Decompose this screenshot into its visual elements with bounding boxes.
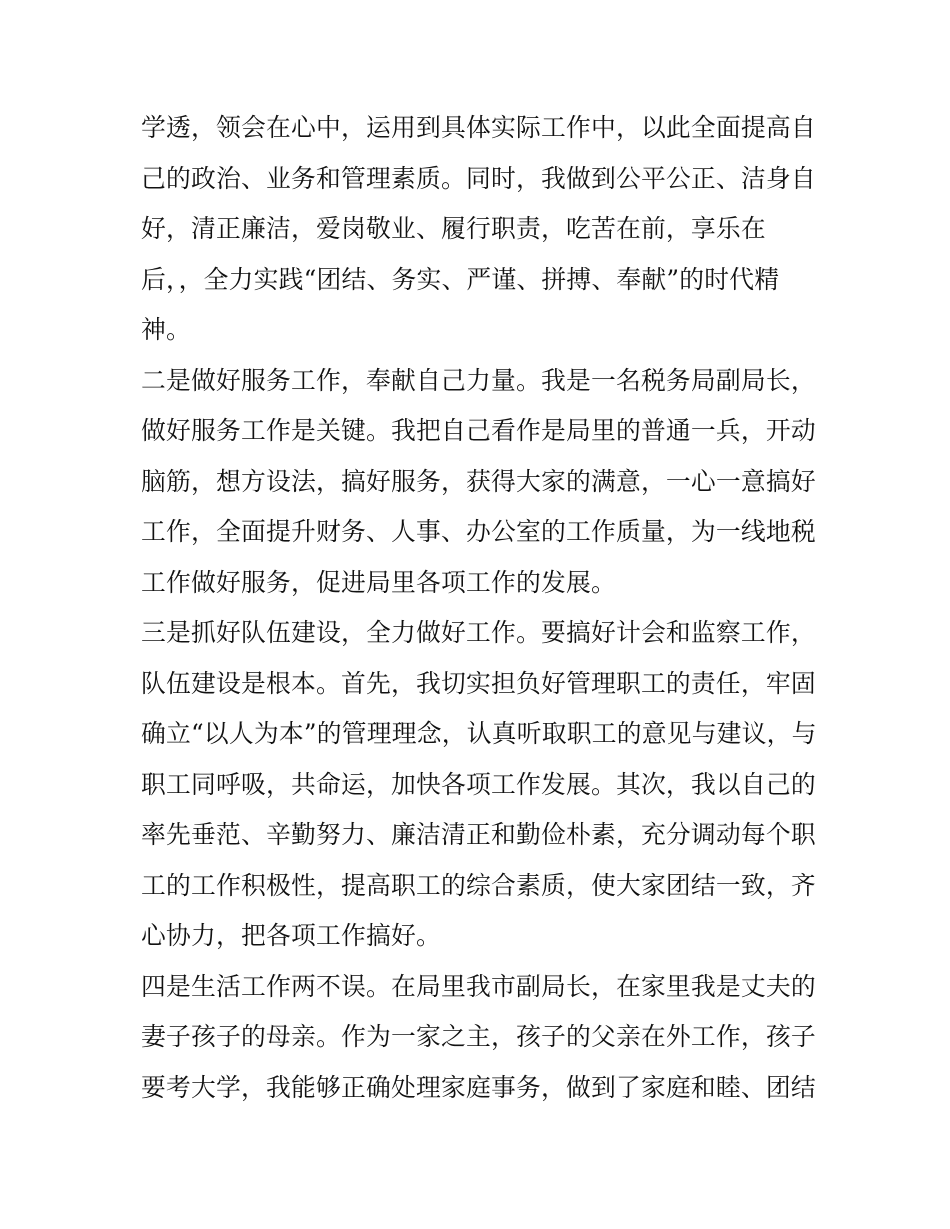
text-line-10: 工作做好服务，促进局里各项工作的发展。	[141, 567, 616, 597]
document-body	[141, 103, 821, 1113]
text-line-4: 后，，全力实践“团结、务实、严谨、拼搏、奉献”的时代精	[141, 264, 780, 294]
text-line-15: 率先垂范、辛勤努力、廉洁清正和勤俭朴素，充分调动每个职	[141, 820, 816, 849]
text-line-17: 心协力，把各项工作搞好。	[141, 921, 441, 950]
text-line-8: 脑筋，想方设法，搞好服务，获得大家的满意，一心一意搞好	[141, 466, 816, 496]
text-line-14: 职工同呼吸，共命运，加快各项工作发展。其次，我以自己的	[141, 769, 816, 799]
text-line-3: 好，清正廉洁，爱岗敬业、履行职责，吃苦在前，享乐在	[141, 214, 766, 243]
text-line-1: 学透，领会在心中，运用到具体实际工作中，以此全面提高自	[141, 113, 816, 142]
text-line-13: 确立“以人为本”的管理理念，认真听取职工的意见与建议，与	[141, 719, 817, 748]
text-line-12: 队伍建设是根本。首先，我切实担负好管理职工的责任，牢固	[141, 668, 816, 698]
text-line-5: 神。	[141, 315, 191, 344]
text-line-9: 工作，全面提升财务、人事、办公室的工作质量，为一线地税	[141, 517, 816, 546]
text-line-18: 四是生活工作两不误。在局里我市副局长，在家里我是丈夫的	[141, 971, 816, 1001]
text-line-11: 三是抓好队伍建设，全力做好工作。要搞好计会和监察工作，	[141, 618, 816, 647]
text-line-20: 要考大学，我能够正确处理家庭事务，做到了家庭和睦、团结	[141, 1072, 816, 1102]
text-line-2: 己的政治、业务和管理素质。同时，我做到公平公正、洁身自	[141, 163, 816, 193]
text-line-6: 二是做好服务工作，奉献自己力量。我是一名税务局副局长，	[141, 365, 816, 395]
text-line-19: 妻子孩子的母亲。作为一家之主，孩子的父亲在外工作，孩子	[141, 1022, 816, 1051]
text-line-7: 做好服务工作是关键。我把自己看作是局里的普通一兵，开动	[141, 416, 816, 445]
text-line-16: 工的工作积极性，提高职工的综合素质，使大家团结一致，齐	[141, 870, 816, 900]
